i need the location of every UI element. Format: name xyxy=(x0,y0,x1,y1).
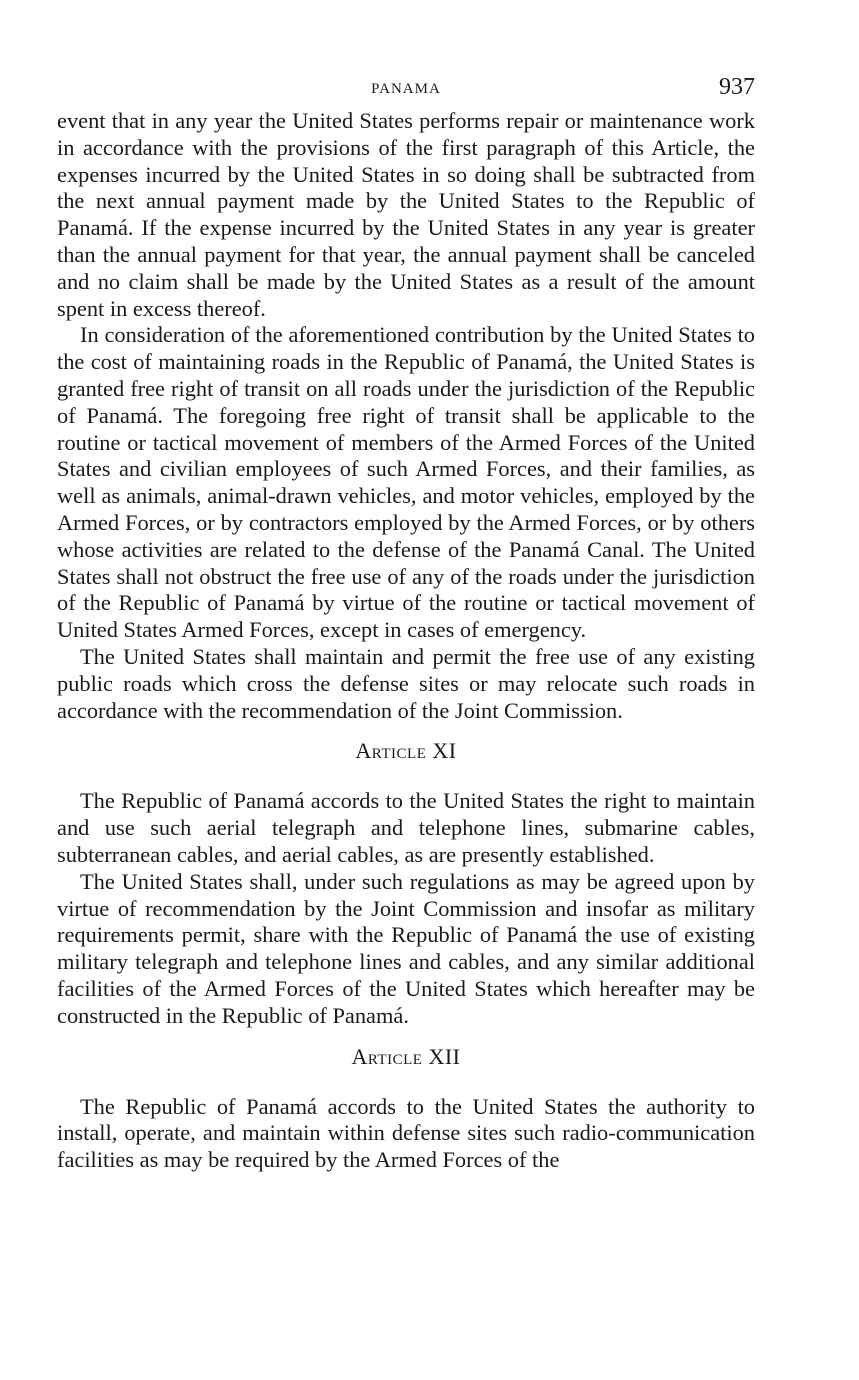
body-paragraph-3: The United States shall maintain and permit the free use of any existing public roads which cross the defense sites or may relocate such roads in accordance with the recommendation of the Joint Commission. xyxy=(57,643,755,723)
article-xii-heading: Article XII xyxy=(351,1043,461,1069)
page-number: 937 xyxy=(719,74,755,100)
article-xi-paragraph-2: The United States shall, under such regulations as may be agreed upon by virtue of recommendation by the Joint Commission and insofar as military requirements permit, share with the Republic of Panamá the use of existing military telegraph and telephone lines and cables, and any similar additional facilities of the Armed Forces of the United States which hereafter may be constructed in the Republic of Panamá. xyxy=(57,868,755,1028)
article-xii-paragraph-1: The Republic of Panamá accords to the United States the authority to install, operate, and maintain within defense sites such radio-communication facilities as may be required by the Armed Forces of the xyxy=(57,1093,755,1173)
body-paragraph-2: In consideration of the aforementioned contribution by the United States to the cost of maintaining roads in the Republic of Panamá, the United States is granted free right of transit on all roads under the jurisdiction of the Republic of Panamá. The foregoing free right of transit shall be applicable to the routine or tactical movement of members of the Armed Forces of the United States and civilian employees of such Armed Forces, and their families, as well as animals, animal-drawn vehicles, and motor vehicles, employed by the Armed Forces, or by contractors employed by the Armed Forces, or by others whose activities are related to the defense of the Panamá Canal. The United States shall not obstruct the free use of any of the roads under the jurisdiction of the Republic of Panamá by virtue of the routine or tactical movement of United States Armed Forces, except in cases of emergency. xyxy=(57,322,755,643)
running-title: PANAMA xyxy=(371,81,441,97)
article-xi-heading: Article XI xyxy=(355,738,457,764)
document-page xyxy=(57,74,755,1174)
running-header xyxy=(57,74,755,108)
body-paragraph-1: event that in any year the United States performs repair or maintenance work in accordance with the provisions of the first paragraph of this Article, the expenses incurred by the United States in so doing shall be subtracted from the next annual payment made by the United States to the Republic of Panamá. If the expense incurred by the United States in any year is greater than the annual payment for that year, the annual payment shall be canceled and no claim shall be made by the United States as a result of the amount spent in excess thereof. xyxy=(57,108,755,321)
article-xi-paragraph-1: The Republic of Panamá accords to the United States the right to maintain and use such aerial telegraph and telephone lines, submarine cables, subterranean cables, and aerial cables, as are presently established. xyxy=(57,788,755,867)
